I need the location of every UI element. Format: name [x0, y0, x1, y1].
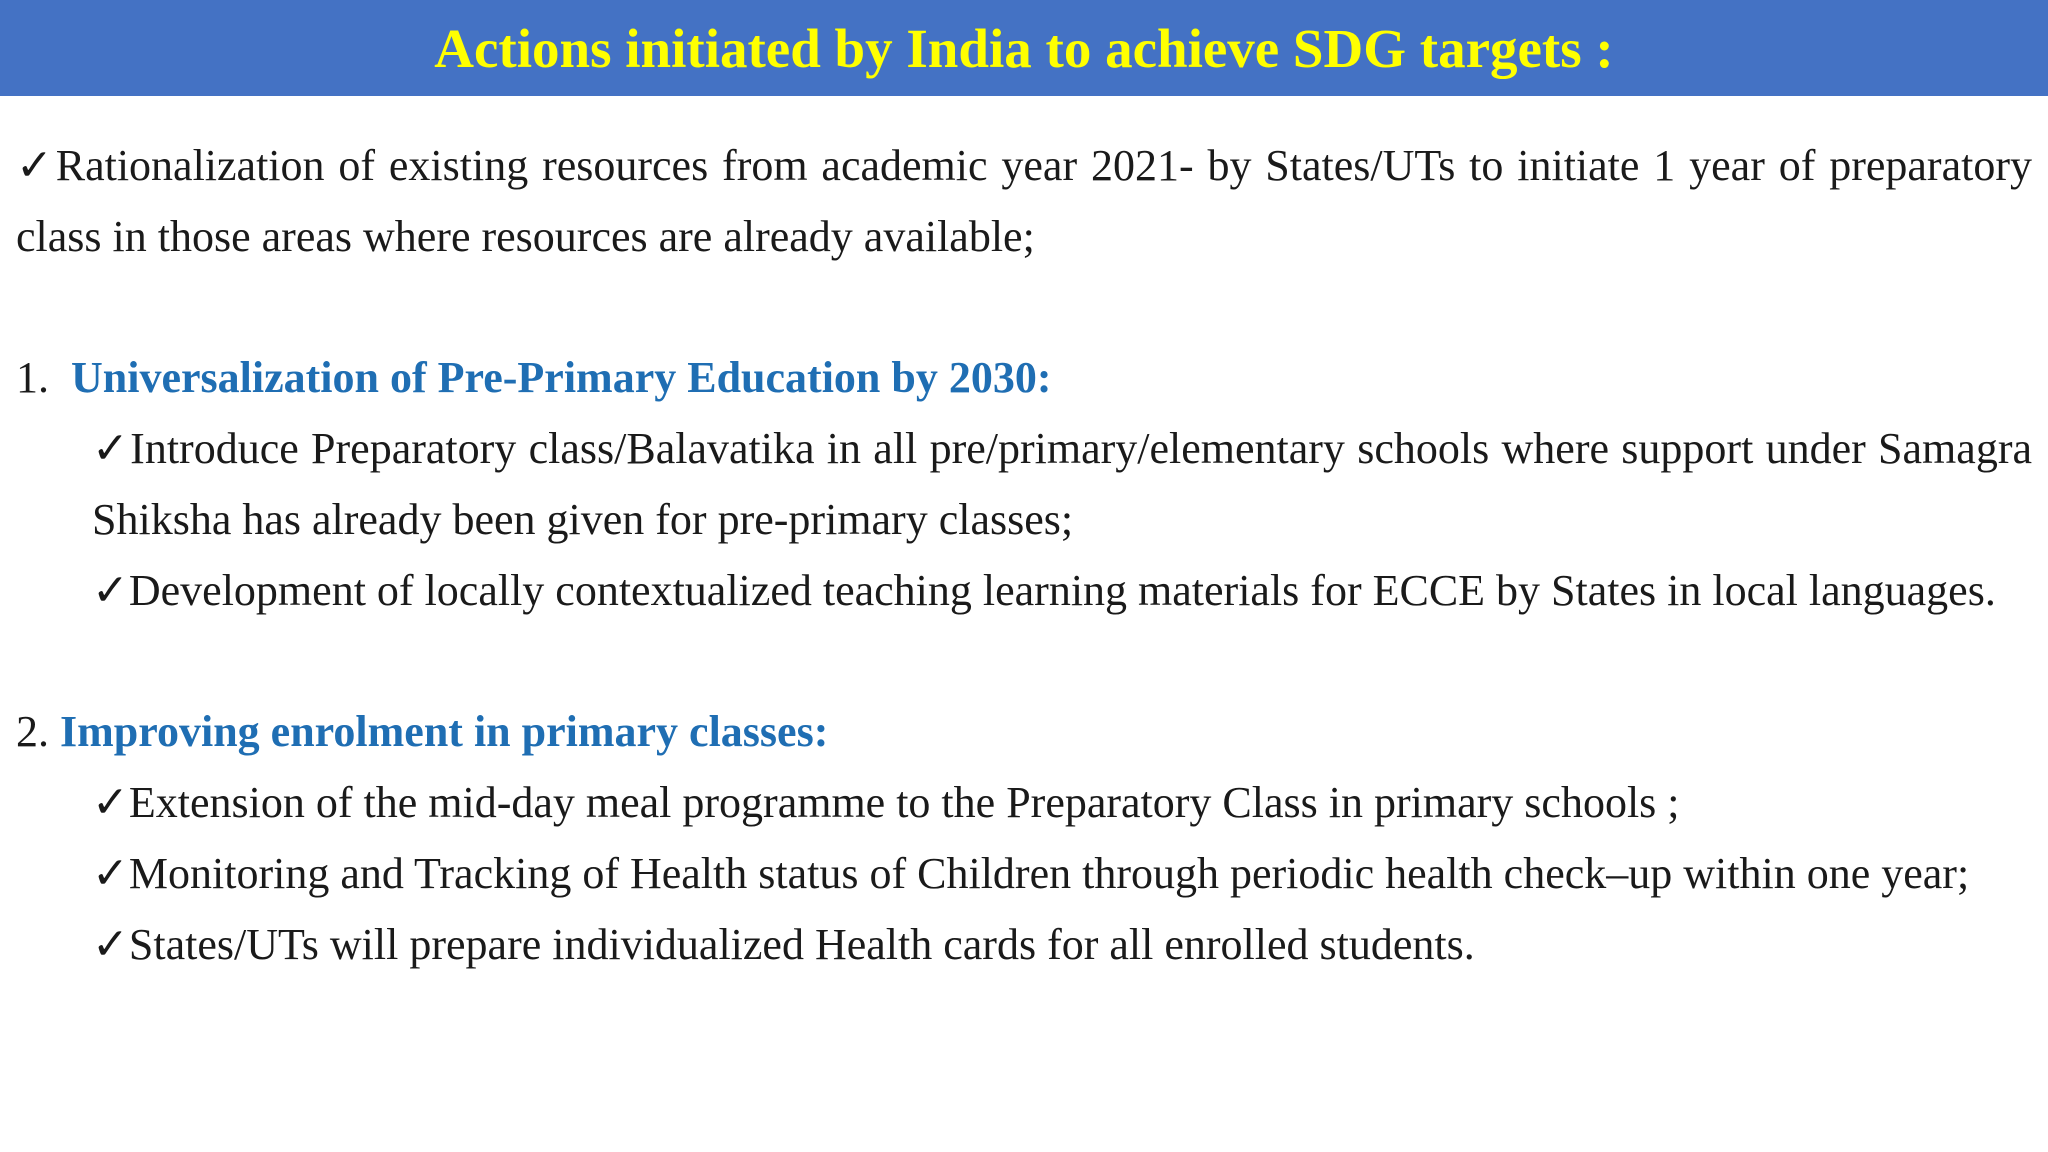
bullet-text: Monitoring and Tracking of Health status of Children through periodic health check–up within one year; [128, 849, 1970, 898]
spacer [16, 272, 2032, 342]
spacer [16, 626, 2032, 696]
bullet-text: Introduce Preparatory class/Balavatika in all pre/primary/elementary schools where support under Samagra Shiksha has already been given for pre-primary classes; [92, 424, 2032, 544]
section-number: 2. [16, 707, 49, 756]
section-title: Universalization of Pre-Primary Education by 2030: [71, 353, 1052, 402]
slide-body [16, 130, 2032, 980]
section-2-bullet [92, 838, 2032, 909]
checkmark-icon: ✓ [92, 849, 129, 898]
section-title: Improving enrolment in primary classes: [60, 707, 829, 756]
checkmark-icon: ✓ [92, 566, 129, 615]
section-heading-1 [16, 342, 2032, 413]
bullet-text: Development of locally contextualized teaching learning materials for ECCE by States in local languages. [128, 566, 1996, 615]
slide-title: Actions initiated by India to achieve SDG targets : [434, 17, 1614, 79]
intro-text: Rationalization of existing resources from academic year 2021- by States/UTs to initiate 1 year of preparatory class in those areas where resources are already available; [16, 141, 2032, 261]
intro-bullet [16, 130, 2032, 272]
section-2-bullet [92, 909, 2032, 980]
title-banner [0, 0, 2048, 96]
checkmark-icon: ✓ [16, 141, 56, 190]
checkmark-icon: ✓ [92, 778, 129, 827]
section-1-bullet [92, 555, 2032, 626]
bullet-text: States/UTs will prepare individualized Health cards for all enrolled students. [128, 920, 1475, 969]
section-1-bullet [92, 413, 2032, 555]
section-2-bullet [92, 767, 2032, 838]
section-heading-2 [16, 696, 2032, 767]
section-number: 1. [16, 353, 49, 402]
checkmark-icon: ✓ [92, 920, 129, 969]
checkmark-icon: ✓ [92, 424, 131, 473]
bullet-text: Extension of the mid-day meal programme to the Preparatory Class in primary schools ; [128, 778, 1680, 827]
